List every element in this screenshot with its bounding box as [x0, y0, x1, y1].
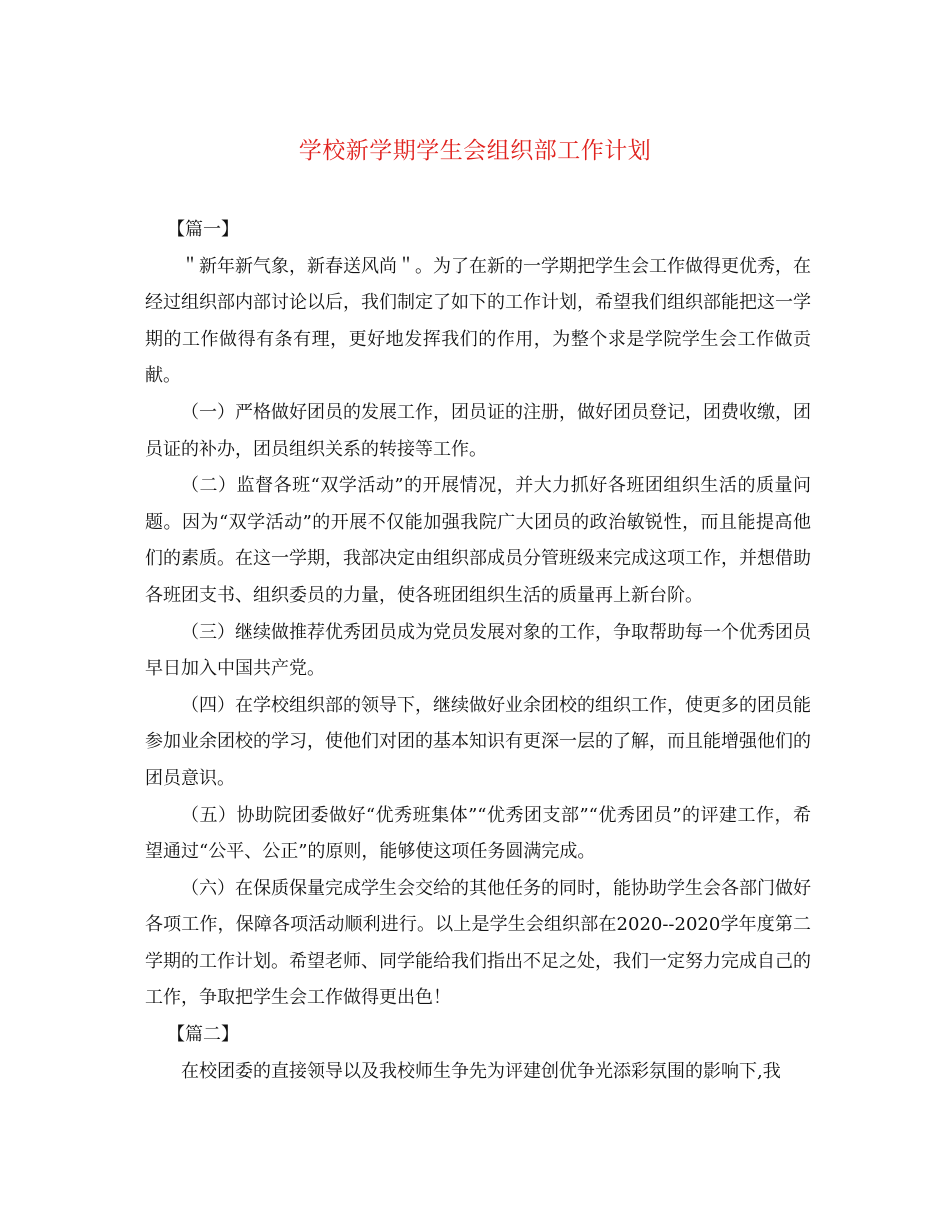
paragraph-part2-intro: 在校团委的直接领导以及我校师生争先为评建创优争光添彩氛围的影响下,我: [181, 1060, 781, 1082]
paragraph-item-3: （三）继续做推荐优秀团员成为党员发展对象的工作，争取帮助每一个优秀团员早日加入中国共产党。: [145, 621, 811, 680]
section-heading-1: 【篇一】: [167, 219, 239, 240]
document-title: 学校新学期学生会组织部工作计划: [298, 138, 652, 164]
section-heading-2: 【篇二】: [167, 1024, 239, 1046]
paragraph-item-4: （四）在学校组织部的领导下，继续做好业余团校的组织工作，使更多的团员能参加业余团校的学习，使他们对团的基本知识有更深一层的了解，而且能增强他们的团员意识。: [145, 694, 811, 789]
paragraph-item-5: （五）协助院团委做好“优秀班集体”“优秀团支部”“优秀团员”的评建工作，希望通过“公平、公正”的原则，能够使这项任务圆满完成。: [145, 804, 811, 863]
paragraph-intro: ＂新年新气象，新春送风尚＂。为了在新的一学期把学生会工作做得更优秀，在经过组织部内部讨论以后，我们制定了如下的工作计划，希望我们组织部能把这一学期的工作做得有条有理，更好地发挥我们的作用，为整个求是学院学生会工作做贡献。: [145, 255, 811, 387]
document-body: [145, 212, 811, 1090]
paragraph-item-6: （六）在保质保量完成学生会交给的其他任务的同时，能协助学生会各部门做好各项工作，保障各项活动顺利进行。以上是学生会组织部在2020--2020学年度第二学期的工作计划。希望老师、同学能给我们指出不足之处，我们一定努力完成自己的工作，争取把学生会工作做得更出色！: [145, 877, 811, 1009]
paragraph-item-2: （二）监督各班“双学活动”的开展情况，并大力抓好各班团组织生活的质量问题。因为“双学活动”的开展不仅能加强我院广大团员的政治敏锐性，而且能提高他们的素质。在这一学期，我部决定由组织部成员分管班级来完成这项工作，并想借助各班团支书、组织委员的力量，使各班团组织生活的质量再上新台阶。: [145, 475, 811, 606]
paragraph-item-1: （一）严格做好团员的发展工作，团员证的注册，做好团员登记，团费收缴，团员证的补办，团员组织关系的转接等工作。: [145, 401, 811, 460]
